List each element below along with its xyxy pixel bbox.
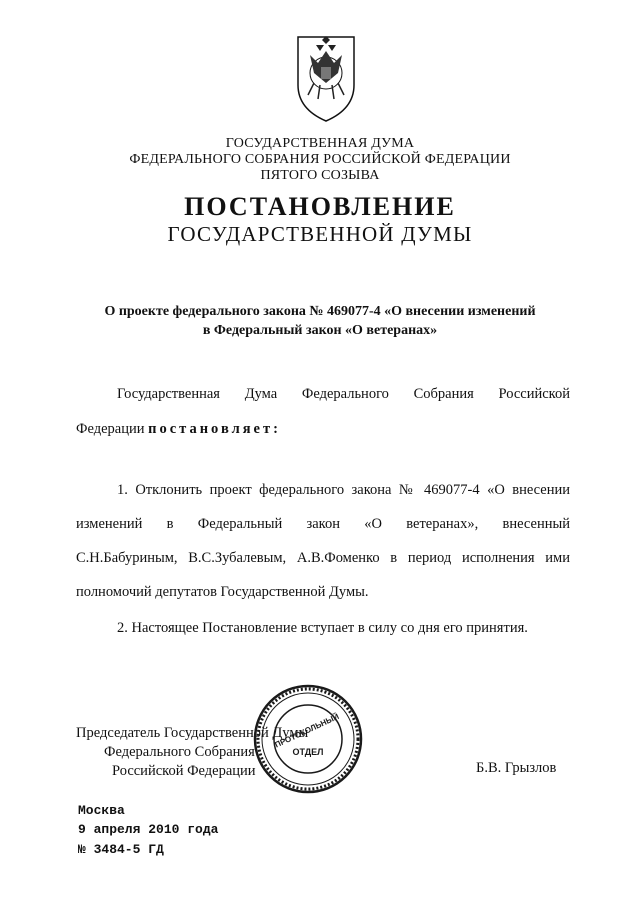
stamp-inner-bottom: ОТДЕЛ <box>292 747 324 757</box>
item-2-line-1: 2. Настоящее Постановление вступает в силу со дня его принятия. <box>117 620 528 636</box>
header-line-convocation: ПЯТОГО СОЗЫВА <box>260 168 380 183</box>
document-subtitle: ГОСУДАРСТВЕННОЙ ДУМЫ <box>167 222 473 246</box>
subject-line-2: в Федеральный закон «О ветеранах» <box>202 323 438 338</box>
coat-of-arms-emblem <box>290 33 362 123</box>
header-line-assembly: ФЕДЕРАЛЬНОГО СОБРАНИЯ РОССИЙСКОЙ ФЕДЕРАЦИИ <box>129 152 511 167</box>
footer-city: Москва <box>78 803 125 818</box>
signature-position-line-2: Федерального Собрания <box>104 744 255 760</box>
preamble-line-2 <box>76 421 570 438</box>
round-stamp <box>252 683 364 795</box>
preamble-text: Федерации <box>76 421 149 437</box>
signature-position-line-3: Российской Федерации <box>112 763 256 779</box>
item-1-line-3: С.Н.Бабуриным, В.С.Зубалевым, А.В.Фоменко в период исполнения ими <box>76 550 570 566</box>
item-1-line-4: полномочий депутатов Государственной Думы. <box>76 584 369 600</box>
subject-line-1: О проекте федерального закона № 469077-4 «О внесении изменений <box>104 304 536 319</box>
document-title: ПОСТАНОВЛЕНИЕ <box>184 192 456 221</box>
signature-position-line-1: Председатель Государственной Думы <box>76 725 309 741</box>
header-line-duma: ГОСУДАРСТВЕННАЯ ДУМА <box>225 136 415 151</box>
footer-document-number: № 3484-5 ГД <box>78 842 164 857</box>
signatory-name: Б.В. Грызлов <box>476 760 557 776</box>
footer-date: 9 апреля 2010 года <box>78 822 219 837</box>
item-1-line-1: 1. Отклонить проект федерального закона № 469077-4 «О внесении <box>117 482 570 498</box>
preamble-line-1: Государственная Дума Федерального Собрания Российской <box>117 386 570 402</box>
stamp-inner-top: ПРОТОКОЛЬНЫЙ <box>273 711 341 750</box>
item-1-line-2: изменений в Федеральный закон «О ветеранах», внесенный <box>76 516 570 532</box>
decision-word: постановляет: <box>148 421 281 437</box>
